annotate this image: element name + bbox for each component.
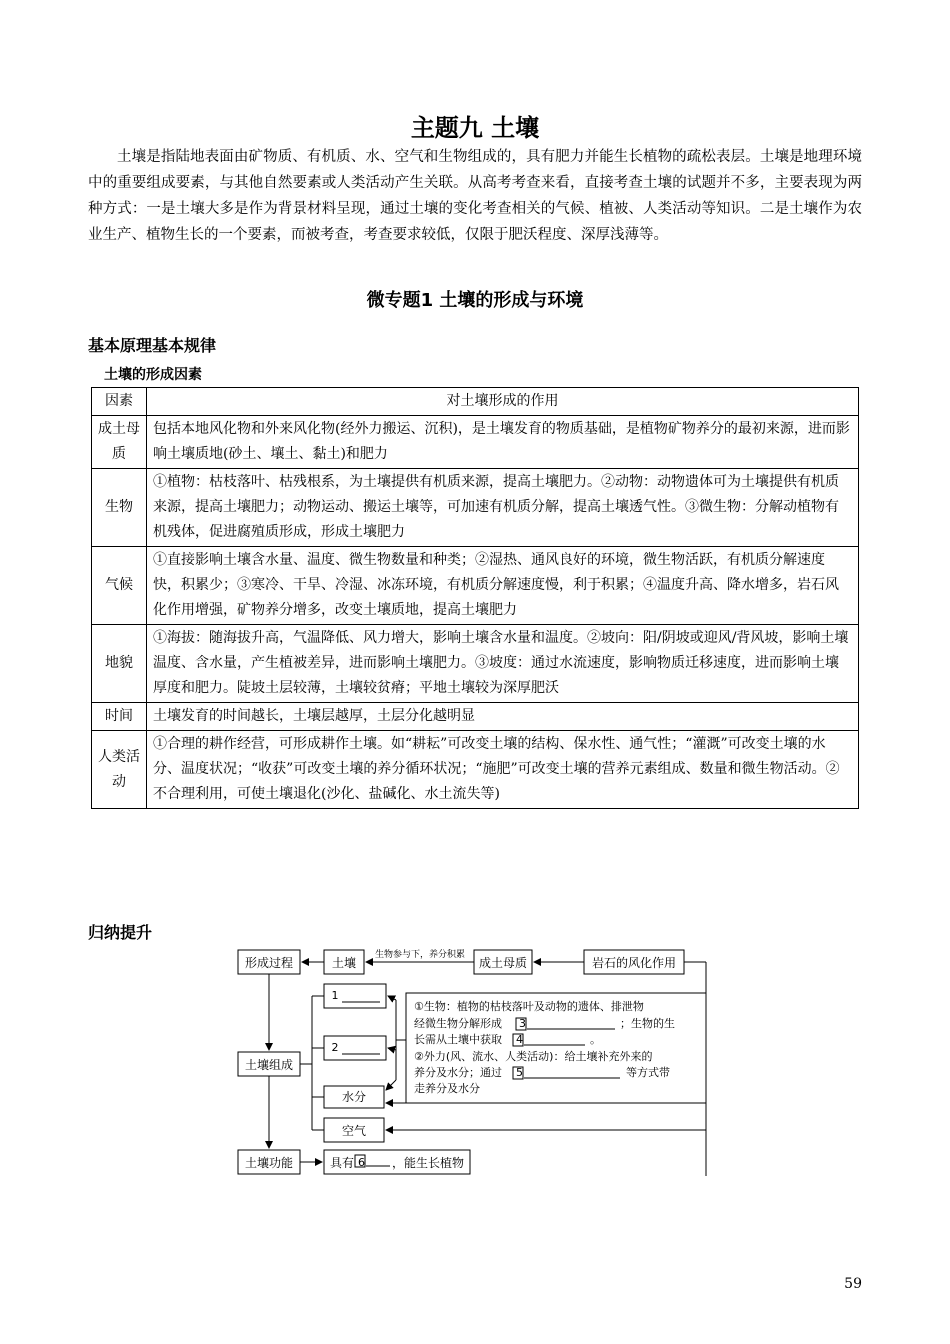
effect-cell: ①合理的耕作经营，可形成耕作土壤。如“耕耘”可改变土壤的结构、保水性、通气性；“灌溉”可改变土壤的水分、温度状况；“收获”可改变土壤的养分循环状况；“施肥”可改变土壤的营养元素组成、数量和微生物活动。②不合理利用，可使土壤退化(沙化、盐碱化、水土流失等) bbox=[147, 731, 859, 809]
air-label: 空气 bbox=[341, 1124, 367, 1138]
section-heading-summary: 归纳提升 bbox=[88, 923, 153, 942]
table-title: 土壤的形成因素 bbox=[104, 367, 202, 383]
note-line-1: ①生物：植物的枯枝落叶及动物的遗体、排泄物 bbox=[414, 1000, 644, 1013]
note-line-3: 长需从土壤中获取 bbox=[414, 1033, 502, 1046]
process-label: 形成过程 bbox=[244, 956, 294, 970]
blank3-number: 3 bbox=[519, 1017, 526, 1030]
blank1-number: 1 bbox=[331, 989, 339, 1002]
note-line-4: ②外力(风、流水、人类活动)：给土壤补充外来的 bbox=[414, 1050, 653, 1063]
soil-label: 土壤 bbox=[331, 956, 357, 970]
page-number: 59 bbox=[844, 1276, 862, 1292]
factor-cell: 时间 bbox=[92, 703, 147, 731]
factor-cell: 人类活动 bbox=[92, 731, 147, 809]
intro-paragraph: 土壤是指陆地表面由矿物质、有机质、水、空气和生物组成的，具有肥力并能生长植物的疏松表层。土壤是地理环境中的重要组成要素，与其他自然要素或人类活动产生关联。从高考考查来看，直接考查土壤的试题并不多，主要表现为两种方式：一是土壤大多是作为背景材料呈现，通过土壤的变化考查相关的气候、植被、人类活动等知识。二是土壤作为农业生产、植物生长的一个要素，而被考查，考查要求较低，仅限于肥沃程度、深厚浅薄等。 bbox=[88, 149, 862, 243]
effect-cell: 包括本地风化物和外来风化物(经外力搬运、沉积)，是土壤发育的物质基础，是植物矿物养分的最初来源，进而影响土壤质地(砂土、壤土、黏土)和肥力 bbox=[147, 416, 859, 469]
blank5-number: 5 bbox=[516, 1066, 523, 1079]
note-line-2: 经微生物分解形成 bbox=[414, 1017, 502, 1030]
function-suffix: ，能生长植物 bbox=[392, 1156, 465, 1170]
header-factor: 因素 bbox=[92, 388, 147, 416]
effect-cell: 土壤发育的时间越长，土壤层越厚，土层分化越明显 bbox=[147, 703, 859, 731]
blank4-number: 4 bbox=[516, 1033, 523, 1046]
note-line-3b: 。 bbox=[590, 1033, 601, 1046]
header-effect: 对土壤形成的作用 bbox=[147, 388, 859, 416]
parent-label: 成土母质 bbox=[478, 956, 528, 970]
composition-label: 土壤组成 bbox=[244, 1058, 294, 1072]
blank6-number: 6 bbox=[358, 1156, 365, 1169]
note-line-5: 养分及水分；通过 bbox=[414, 1066, 502, 1079]
note-line-6: 走养分及水分 bbox=[414, 1082, 480, 1095]
effect-cell: ①植物：枯枝落叶、枯残根系，为土壤提供有机质来源，提高土壤肥力。②动物：动物遗体可为土壤提供有机质来源，提高土壤肥力；动物运动、搬运土壤等，可加速有机质分解，提高土壤透气性。③微生物：分解动植物有机残体，促进腐殖质形成，形成土壤肥力 bbox=[147, 469, 859, 547]
effect-cell: ①直接影响土壤含水量、温度、微生物数量和种类；②湿热、通风良好的环境，微生物活跃，有机质分解速度快，积累少；③寒冷、干旱、冷湿、冰冻环境，有机质分解速度慢，利于积累；④温度升高、降水增多，岩石风化作用增强，矿物养分增多，改变土壤质地，提高土壤肥力 bbox=[147, 547, 859, 625]
note-line-5b: 等方式带 bbox=[626, 1066, 670, 1079]
effect-cell: ①海拔：随海拔升高，气温降低、风力增大，影响土壤含水量和温度。②坡向：阳/阴坡或迎风/背风坡，影响土壤温度、含水量，产生植被差异，进而影响土壤肥力。③坡度：通过水流速度，影响物质迁移速度，进而影响土壤厚度和肥力。陡坡土层较薄，土壤较贫瘠；平地土壤较为深厚肥沃 bbox=[147, 625, 859, 703]
factor-cell: 成土母质 bbox=[92, 416, 147, 469]
page-title: 主题九 土壤 bbox=[410, 114, 540, 142]
note-line-2b: ；生物的生 bbox=[620, 1017, 675, 1030]
weathering-label: 岩石的风化作用 bbox=[591, 956, 677, 970]
factor-cell: 气候 bbox=[92, 547, 147, 625]
section-heading-principles: 基本原理基本规律 bbox=[88, 336, 217, 355]
function-prefix: 具有 bbox=[330, 1156, 355, 1170]
factor-cell: 生物 bbox=[92, 469, 147, 547]
water-label: 水分 bbox=[341, 1090, 367, 1104]
arrow-note: 生物参与下，养分积累 bbox=[374, 950, 466, 960]
factor-cell: 地貌 bbox=[92, 625, 147, 703]
function-label: 土壤功能 bbox=[244, 1156, 294, 1170]
section-subtitle: 微专题1 土壤的形成与环境 bbox=[366, 290, 584, 311]
blank2-number: 2 bbox=[331, 1041, 339, 1054]
